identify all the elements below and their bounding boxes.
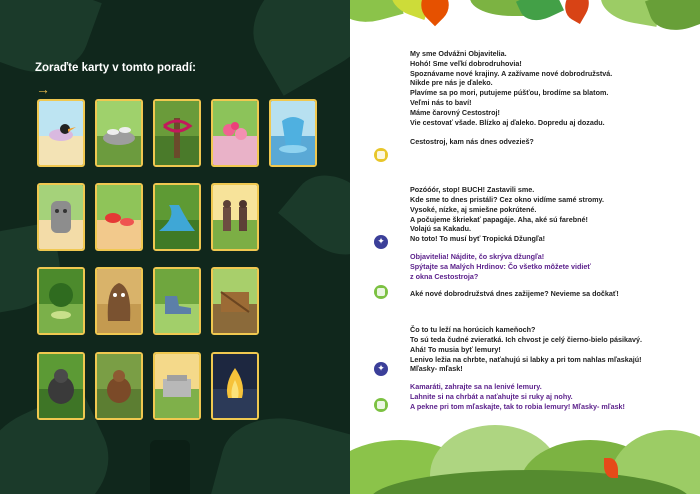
jungle-leaf-decoration [234, 0, 350, 96]
story-line: Aké nové dobrodružstvá dnes zažijeme? Nevieme sa dočkať! [410, 289, 619, 299]
jungle-leaf-decoration [278, 159, 350, 270]
right-page [350, 0, 700, 494]
beach-toucan-card [37, 99, 85, 167]
story-line: Volajú sa Kakadu. [410, 224, 471, 234]
story-line: Lenivo ležia na chrbte, naťahujú si labky a pri tom nahlas mľaskajú! [410, 354, 642, 364]
wood-crate-card [211, 267, 259, 335]
blue-star-icon: ✦ [374, 235, 388, 249]
story-line: Vysoké, nízke, aj smiešne pokrútené. [410, 204, 537, 214]
gorilla-icon [44, 366, 78, 406]
story-line: Plavíme sa po mori, putujeme púšťou, brodíme sa blatom. [410, 88, 609, 98]
activity-line: Objavitelia! Nájdite, čo skrýva džungľa! [410, 251, 545, 261]
lost-shoe-icon [159, 286, 195, 316]
story-line: Spoznávame nové krajiny. A zažívame nové dobrodružstvá. [410, 68, 613, 78]
activity-line: Kamaráti, zahrajte sa na lenivé lemury. [410, 382, 542, 392]
tribe-people-icon [217, 197, 253, 237]
instruction-text: Zoraďte karty v tomto poradí: [35, 62, 196, 74]
story-block-lemurs [410, 325, 692, 374]
waterfall-card [269, 99, 317, 167]
crab-beach-card [95, 183, 143, 251]
activity-line: z okna Cestostroja? [410, 271, 479, 281]
campfire-card [211, 352, 259, 420]
story-line: Nikde pre nás je ďaleko. [410, 78, 493, 88]
story-line: Kde sme to dnes pristáli? Cez okno vidíme samé stromy. [410, 194, 604, 204]
stone-head-card [37, 183, 85, 251]
story-block-arrival [410, 185, 692, 244]
snake-on-tree-icon [160, 108, 194, 158]
waterfall-icon [276, 113, 310, 153]
green-card-icon [374, 398, 388, 412]
crabs-icon [101, 204, 137, 230]
activity-line: Lahnite si na chrbát a naťahujte si ruky aj nohy. [410, 391, 573, 401]
river-card [153, 183, 201, 251]
activity-line: Spýtajte sa Malých Hrdinov: Čo všetko môžete vidieť [410, 261, 591, 271]
wooden-crate-icon [217, 286, 253, 316]
story-line: Pozóóór, stop! BUCH! Zastavili sme. [410, 185, 535, 195]
stone-temple-icon [159, 371, 195, 401]
story-line: Veľmi nás to baví! [410, 97, 472, 107]
tribe-card [211, 183, 259, 251]
hairy-monster-icon [102, 279, 136, 323]
campfire-icon [220, 366, 250, 406]
green-card-icon [374, 285, 388, 299]
yellow-card-icon [374, 148, 388, 162]
shoe-card [153, 267, 201, 335]
temple-card [153, 352, 201, 420]
toucan-beach-icon [45, 121, 77, 145]
jungle-path-icon [43, 281, 79, 321]
tree-trunk-decoration [150, 440, 190, 494]
gorilla-card [37, 352, 85, 420]
arrow-right-icon: → [36, 81, 50, 97]
jungle-river-icon [157, 197, 197, 237]
jungle-leaf-decoration [0, 0, 102, 88]
story-line: A počujeme škriekať papagáje. Aha, aké sú farebné! [410, 214, 588, 224]
blue-star-icon: ✦ [374, 362, 388, 376]
tree-snake-card [153, 99, 201, 167]
brown-monkey-icon [102, 366, 136, 406]
lemurs-on-rocks-icon [99, 118, 139, 148]
story-line: Máme čarovný Cestostroj! [410, 107, 500, 117]
top-leaf-decoration [559, 0, 595, 24]
top-leaf-decoration [516, 0, 564, 27]
activity-block-1 [410, 252, 692, 281]
rocks-lemur-card [95, 99, 143, 167]
pink-flamingos-icon [217, 118, 253, 148]
story-text [410, 49, 692, 412]
story-line: Vie cestovať všade. Blízko aj ďaleko. Dopredu aj dozadu. [410, 117, 605, 127]
story-line: Čo to tu leží na horúcich kameňoch? [410, 325, 536, 335]
bigfoot-card [95, 267, 143, 335]
flamingo-pond-card [211, 99, 259, 167]
top-leaf-decoration [645, 0, 700, 39]
story-line: No toto! To musí byť Tropická Džungľa! [410, 234, 546, 244]
story-line: Ahá! To musia byť lemury! [410, 344, 501, 354]
stone-head-icon [46, 197, 76, 237]
story-line: Hohó! Sme veľkí dobrodruhovia! [410, 58, 522, 68]
monkey-card [95, 352, 143, 420]
story-line: To sú teda čudné zvieratká. Ich chvost je celý čierno-bielo pásikavý. [410, 334, 642, 344]
jungle-path-card [37, 267, 85, 335]
story-line: Cestostroj, kam nás dnes odvezieš? [410, 137, 534, 147]
activity-line: A pekne pri tom mľaskajte, tak to robia lemury! Mľasky- mľask! [410, 401, 625, 411]
story-block-intro [410, 49, 692, 127]
activity-block-2 [410, 382, 692, 411]
story-line: Mľasky- mľask! [410, 364, 463, 374]
story-line: My sme Odvážni Objavitelia. [410, 49, 507, 58]
